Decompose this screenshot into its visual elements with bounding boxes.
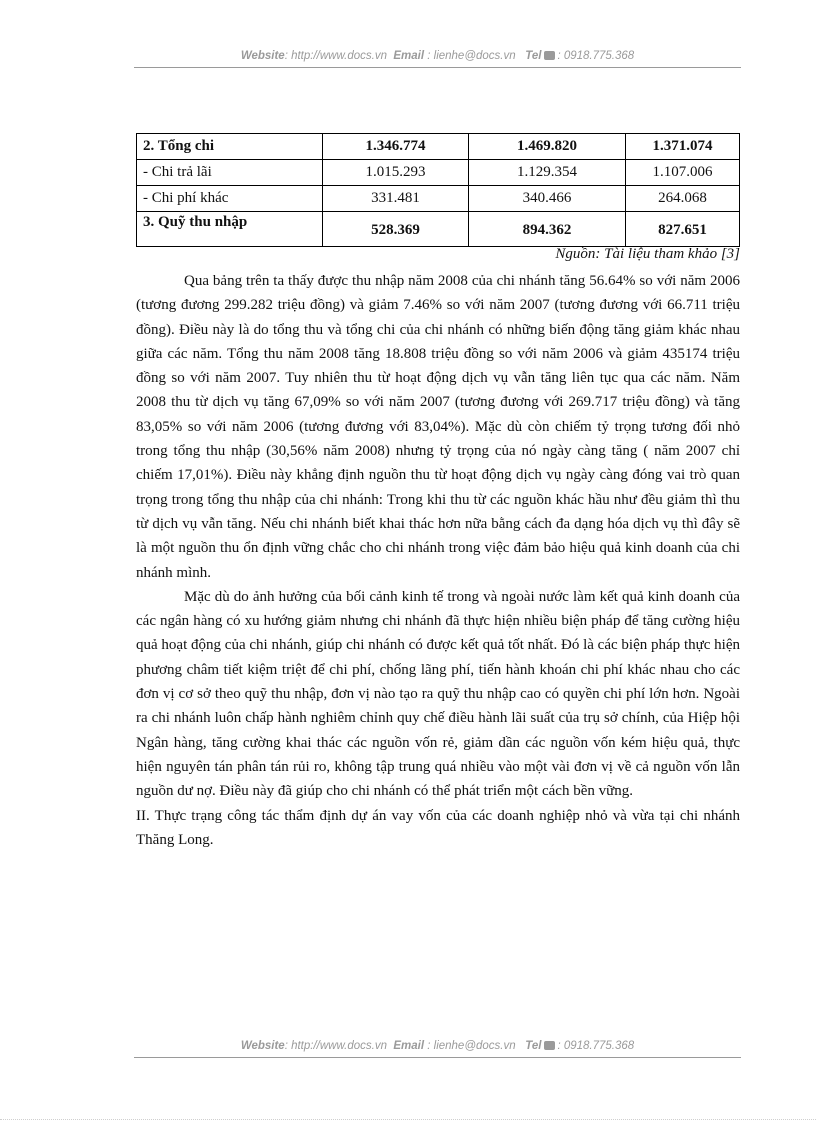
tel-value: : 0918.775.368	[557, 1040, 635, 1052]
email-label: Email	[393, 50, 425, 62]
phone-icon	[544, 51, 555, 60]
website-label: Website	[240, 50, 285, 62]
email-value[interactable]: : lienhe@docs.vn	[427, 50, 516, 62]
row-label: - Chi phí khác	[137, 186, 323, 212]
tel-label: Tel	[525, 50, 542, 62]
table-row	[137, 160, 740, 186]
website-value[interactable]: : http://www.docs.vn	[284, 50, 387, 62]
tel-label: Tel	[525, 1040, 542, 1052]
table-row	[137, 212, 740, 247]
cell-value: 340.466	[469, 186, 626, 212]
cell-value: 827.651	[626, 212, 740, 247]
cell-value: 1.371.074	[626, 134, 740, 160]
cell-value: 1.107.006	[626, 160, 740, 186]
footer-rule	[134, 1057, 741, 1058]
tel-value: : 0918.775.368	[557, 50, 635, 62]
page-edge-divider	[0, 1119, 816, 1120]
cell-value: 264.068	[626, 186, 740, 212]
paragraph-measures: Mặc dù do ảnh hưởng của bối cảnh kinh tế trong và ngoài nước làm kết quả kinh doanh của các ngân hàng có xu hướng giảm nhưng chi nhánh đã thực hiện nhiều biện pháp để tăng cường hiệu quả hoạt động của chi nhánh, giúp chi nhánh có được kết quả tốt nhất. Đó là các biện pháp thực hiện phương châm tiết kiệm triệt để chi phí, chống lãng phí, tiến hành khoán chi phí khác nhau cho các đơn vị cơ sở theo quỹ thu nhập, đơn vị nào tạo ra quỹ thu nhập cao có quyền chi phí lớn hơn. Ngoài ra chi nhánh luôn chấp hành nghiêm chỉnh quy chế điều hành lãi suất của trụ sở chính, của Hiệp hội Ngân hàng, tăng cường khai thác các nguồn vốn rẻ, giảm dần các nguồn vốn kém hiệu quả, thực hiện nguyên tán phân tán rủi ro, không tập trung quá nhiều vào một vài đơn vị về cả nguồn vốn lẫn nguồn dư nợ. Điều này đã giúp cho chi nhánh có thể phát triển một cách bền vững.	[136, 588, 740, 800]
page-footer	[134, 1040, 741, 1052]
page-header	[134, 50, 741, 62]
row-label: 2. Tổng chi	[137, 134, 323, 160]
website-label: Website	[240, 1040, 285, 1052]
body-text	[136, 269, 740, 852]
website-value[interactable]: : http://www.docs.vn	[284, 1040, 387, 1052]
phone-icon	[544, 1041, 555, 1050]
row-label: 3. Quỹ thu nhập	[137, 212, 323, 247]
header-rule	[134, 67, 741, 68]
email-value[interactable]: : lienhe@docs.vn	[427, 1040, 516, 1052]
email-label: Email	[393, 1040, 425, 1052]
cell-value: 1.346.774	[323, 134, 469, 160]
table-row	[137, 186, 740, 212]
cell-value: 528.369	[323, 212, 469, 247]
income-table	[136, 133, 740, 247]
cell-value: 1.015.293	[323, 160, 469, 186]
section-heading: II. Thực trạng công tác thẩm định dự án vay vốn của các doanh nghiệp nhỏ và vừa tại chi nhánh Thăng Long.	[136, 807, 740, 848]
table-source-note: Nguồn: Tài liệu tham khảo [3]	[555, 246, 740, 262]
table-row	[137, 134, 740, 160]
cell-value: 1.469.820	[469, 134, 626, 160]
paragraph-income-analysis: Qua bảng trên ta thấy được thu nhập năm 2008 của chi nhánh tăng 56.64% so với năm 2006 (tương đương 299.282 triệu đồng) và giảm 7.46% so với năm 2007 (tương đương với 66.711 triệu đồng). Điều này là do tổng thu và tổng chi của chi nhánh có những biến động tăng giảm khác nhau giữa các năm. Tổng thu năm 2008 tăng 18.808 triệu đồng so với năm 2006 và giảm 435174 triệu đồng so với năm 2007. Tuy nhiên thu từ hoạt động dịch vụ vẫn tăng liên tục qua các năm. Năm 2008 thu từ dịch vụ tăng 67,09% so với năm 2007 (tương đương với 269.717 triệu đồng) và tăng 83,05% so với năm 2006 (tương đương với 83,04%). Mặc dù còn chiếm tỷ trọng tương đối nhỏ trong tổng thu nhập (30,56% năm 2008) nhưng tỷ trọng của nó ngày càng tăng ( năm 2007 chỉ chiếm 17,01%). Điều này khẳng định nguồn thu từ hoạt động dịch vụ ngày càng đóng vai trò quan trọng trong tổng thu nhập của chi nhánh: Trong khi thu từ các nguồn khác hầu như đều giảm thì thu từ dịch vụ vẫn tăng. Nếu chi nhánh biết khai thác hơn nữa bằng cách đa dạng hóa dịch vụ thì đây sẽ là một nguồn thu ổn định vững chắc cho chi nhánh trong việc đảm bảo hiệu quả kinh doanh của chi nhánh mình.	[136, 273, 740, 581]
cell-value: 331.481	[323, 186, 469, 212]
cell-value: 1.129.354	[469, 160, 626, 186]
cell-value: 894.362	[469, 212, 626, 247]
row-label: - Chi trả lãi	[137, 160, 323, 186]
